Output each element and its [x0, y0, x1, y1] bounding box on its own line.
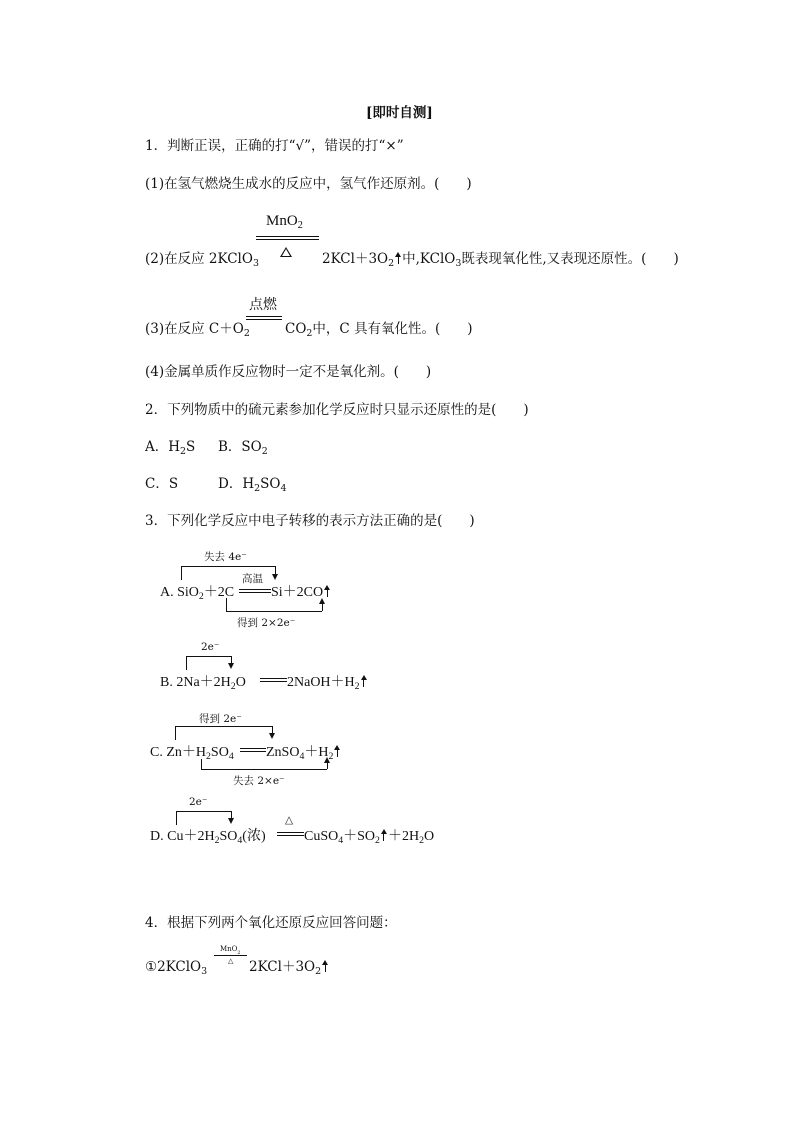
q1-statement-2: (2)在反应 2KClO$_3$ [145, 251, 259, 269]
q4-r1-equals-sign [214, 955, 247, 956]
q4-r1-catalyst: MnO$_2$ [220, 945, 241, 956]
q3a-top-bracket-left [181, 566, 182, 580]
q3a-equals-sign [239, 589, 271, 593]
q3-option-b: B. $2Na+2H_2O$ [160, 675, 246, 692]
q3d-equals-sign [277, 832, 304, 836]
q1-statement-2-tail: $2KCl+3O_2$ 中,KClO$_3$既表现氧化性,又表现还原性。( ) [322, 251, 679, 269]
gas-arrow-icon [395, 252, 401, 264]
arrow-up-icon [324, 757, 330, 763]
q1-stem: 1．判断正误，正确的打“√”，错误的打“×” [145, 138, 404, 154]
q2-option-c: C．S [145, 476, 179, 492]
q3a-bottom-label: 得到 2×2e⁻ [237, 617, 296, 629]
q3-option-c: C. $Zn+H_2SO_4$ [150, 745, 234, 762]
q4-stem: 4．根据下列两个氧化还原反应回答问题： [145, 915, 397, 931]
arrow-down-icon [269, 733, 275, 739]
q3a-bottom-bracket-right [322, 604, 323, 611]
q2-option-a: A．$H_2S$ [145, 439, 196, 457]
q3b-top-label: 2e⁻ [201, 641, 220, 653]
q3c-bottom-bracket-right [327, 763, 328, 769]
q3c-bottom-bracket-left [201, 759, 202, 769]
q3b-equals-sign [260, 678, 287, 682]
gas-arrow-icon [361, 675, 367, 687]
q4-reaction-1-products: $2KCl+3O_2$ [249, 958, 329, 976]
q1-s2-catalyst: MnO$_2$ [266, 213, 303, 231]
q1-s3-condition: 点燃 [249, 297, 277, 313]
q4-r1-condition: △ [228, 957, 234, 965]
gas-arrow-icon [322, 960, 328, 972]
q3-option-b-products: $2NaOH+H_2$ [287, 671, 368, 691]
q3a-top-label: 失去 4e⁻ [204, 551, 247, 563]
q3c-bottom-label: 失去 2×e⁻ [233, 775, 285, 787]
q3c-top-bracket-line [175, 726, 272, 727]
section-heading: [即时自测] [366, 105, 433, 121]
q3b-bracket-left [186, 656, 187, 670]
q3a-bottom-bracket-left [226, 598, 227, 611]
q3d-top-label: 2e⁻ [189, 796, 208, 808]
q3d-bracket-left [176, 811, 177, 825]
q1-s3-equals-sign [246, 316, 282, 320]
q2-stem: 2．下列物质中的硫元素参加化学反应时只显示还原性的是( ) [145, 402, 529, 418]
arrow-down-icon [272, 574, 278, 580]
q3-stem: 3．下列化学反应中电子转移的表示方法正确的是( ) [145, 513, 475, 529]
gas-arrow-icon [334, 745, 340, 757]
q3d-condition: △ [285, 814, 294, 826]
arrow-down-icon [228, 663, 234, 669]
q1-statement-4: (4)金属单质作反应物时一定不是氧化剂。( ) [145, 364, 432, 380]
heat-triangle-icon [280, 247, 292, 257]
q4-reaction-1: ①2KClO$_3$ [145, 959, 208, 977]
q2-option-b: B．$SO_2$ [218, 439, 268, 457]
arrow-down-icon [228, 818, 234, 824]
q3-option-a: A. SiO$_2$＋2C [160, 585, 235, 602]
q3c-top-bracket-left [175, 726, 176, 740]
q3a-bottom-bracket-line [226, 611, 322, 612]
q3a-top-bracket-line [181, 566, 275, 567]
q3-option-a-products: Si＋2CO [271, 581, 331, 601]
q3b-bracket-line [186, 656, 231, 657]
q3c-bottom-bracket-line [201, 769, 327, 770]
q1-statement-3: (3)在反应 $C+O_2$ [145, 321, 250, 339]
gas-arrow-icon [324, 585, 330, 597]
q1-statement-3-tail: $CO_2$中，C 具有氧化性。( ) [285, 321, 473, 339]
q1-statement-1: (1)在氢气燃烧生成水的反应中，氢气作还原剂。( ) [145, 176, 472, 192]
gas-arrow-icon [381, 829, 387, 841]
q3-option-d-products: $CuSO_4+SO_2 +2H_2O$ [304, 829, 435, 846]
q3c-equals-sign [240, 748, 266, 752]
q1-s2-equals-sign [256, 236, 319, 240]
arrow-up-icon [319, 598, 325, 604]
q3c-top-label: 得到 2e⁻ [199, 713, 242, 725]
q2-option-d: D．$H_2SO_4$ [218, 476, 287, 494]
q3a-condition: 高温 [242, 573, 263, 585]
q3-option-c-products: $ZnSO_4+H_2$ [266, 741, 341, 761]
q3d-bracket-line [176, 811, 231, 812]
q3-option-d: D. $Cu+2H_2SO_4$(浓) [150, 829, 266, 846]
